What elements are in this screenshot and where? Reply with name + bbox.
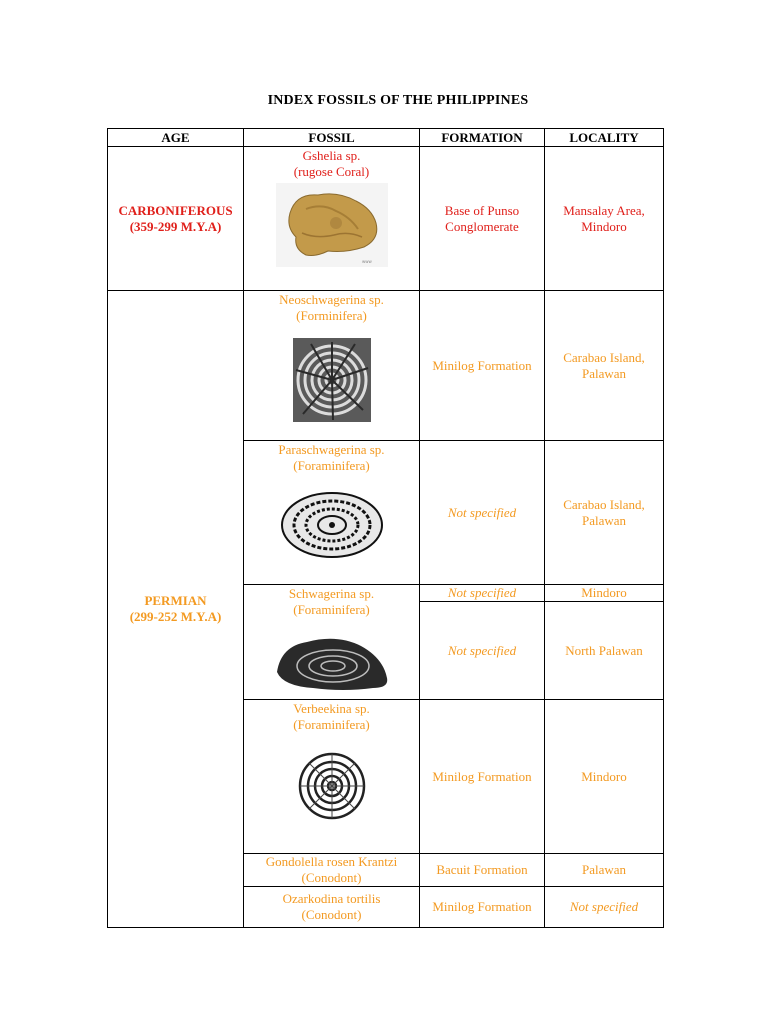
age-range: (299-252 M.Y.A) <box>129 609 222 624</box>
formation-line: Conglomerate <box>445 218 519 234</box>
formation-cell: Not specified <box>420 441 545 585</box>
fossil-name: Neoschwagerina sp. <box>279 292 384 307</box>
locality-line: Mansalay Area, <box>563 202 645 218</box>
formation-cell: Minilog Formation <box>420 700 545 854</box>
locality-cell: Mindoro <box>545 585 664 602</box>
fossil-name: Gondolella rosen Krantzi <box>265 854 398 869</box>
locality-line: Palawan <box>581 365 627 381</box>
fossil-name: Ozarkodina tortilis <box>282 891 381 906</box>
locality-cell: Not specified <box>545 887 664 928</box>
fossil-group: (Foraminifera) <box>293 602 370 617</box>
age-name: PERMIAN <box>144 593 207 608</box>
locality-cell: Mindoro <box>545 700 664 854</box>
formation-cell: Bacuit Formation <box>420 854 545 887</box>
age-name: CARBONIFEROUS <box>118 202 233 218</box>
locality-cell <box>545 147 664 291</box>
svg-text:www: www <box>361 259 372 264</box>
header-formation: FORMATION <box>420 129 545 147</box>
header-row <box>108 129 664 147</box>
locality-cell: North Palawan <box>545 602 664 700</box>
schwagerina-image <box>273 632 391 692</box>
locality-line: Mindoro <box>581 218 627 234</box>
formation-cell: Not specified <box>420 602 545 700</box>
verbeekina-image <box>296 747 368 825</box>
formation-cell: Minilog Formation <box>420 291 545 441</box>
locality-cell <box>545 441 664 585</box>
fossil-cell <box>244 700 420 854</box>
fossil-cell <box>244 887 420 928</box>
locality-line: Palawan <box>581 512 627 528</box>
neoschwagerina-image <box>293 338 371 422</box>
fossil-cell <box>244 147 420 291</box>
fossil-group: (Conodont) <box>301 907 362 922</box>
fossil-group: (Foraminifera) <box>293 458 370 473</box>
rugose-coral-image <box>276 183 388 267</box>
fossil-group: (Foraminifera) <box>293 717 370 732</box>
fossil-name: Gshelia sp. <box>302 148 361 163</box>
page-title: INDEX FOSSILS OF THE PHILIPPINES <box>267 93 529 108</box>
formation-cell: Not specified <box>420 585 545 602</box>
locality-line: Carabao Island, <box>563 349 645 365</box>
fossil-table <box>107 128 664 928</box>
table-row <box>108 147 664 291</box>
table-row <box>108 291 664 441</box>
fossil-name: Verbeekina sp. <box>293 701 370 716</box>
fossil-group: (rugose Coral) <box>293 164 370 179</box>
fossil-group: (Conodont) <box>301 870 362 885</box>
locality-cell <box>545 291 664 441</box>
paraschwagerina-image <box>279 488 385 562</box>
header-age: AGE <box>108 129 244 147</box>
locality-cell: Palawan <box>545 854 664 887</box>
fossil-group: (Forminifera) <box>296 308 367 323</box>
age-cell-carboniferous <box>108 147 244 291</box>
fossil-cell <box>244 585 420 700</box>
age-range: (359-299 M.Y.A) <box>129 218 222 234</box>
fossil-name: Paraschwagerina sp. <box>278 442 385 457</box>
header-locality: LOCALITY <box>545 129 664 147</box>
formation-cell: Minilog Formation <box>420 887 545 928</box>
fossil-cell <box>244 291 420 441</box>
fossil-cell <box>244 854 420 887</box>
fossil-cell <box>244 441 420 585</box>
formation-cell <box>420 147 545 291</box>
header-fossil: FOSSIL <box>244 129 420 147</box>
formation-line: Base of Punso <box>444 202 520 218</box>
fossil-name: Schwagerina sp. <box>288 586 375 601</box>
age-cell-permian <box>108 291 244 928</box>
locality-line: Carabao Island, <box>563 496 645 512</box>
